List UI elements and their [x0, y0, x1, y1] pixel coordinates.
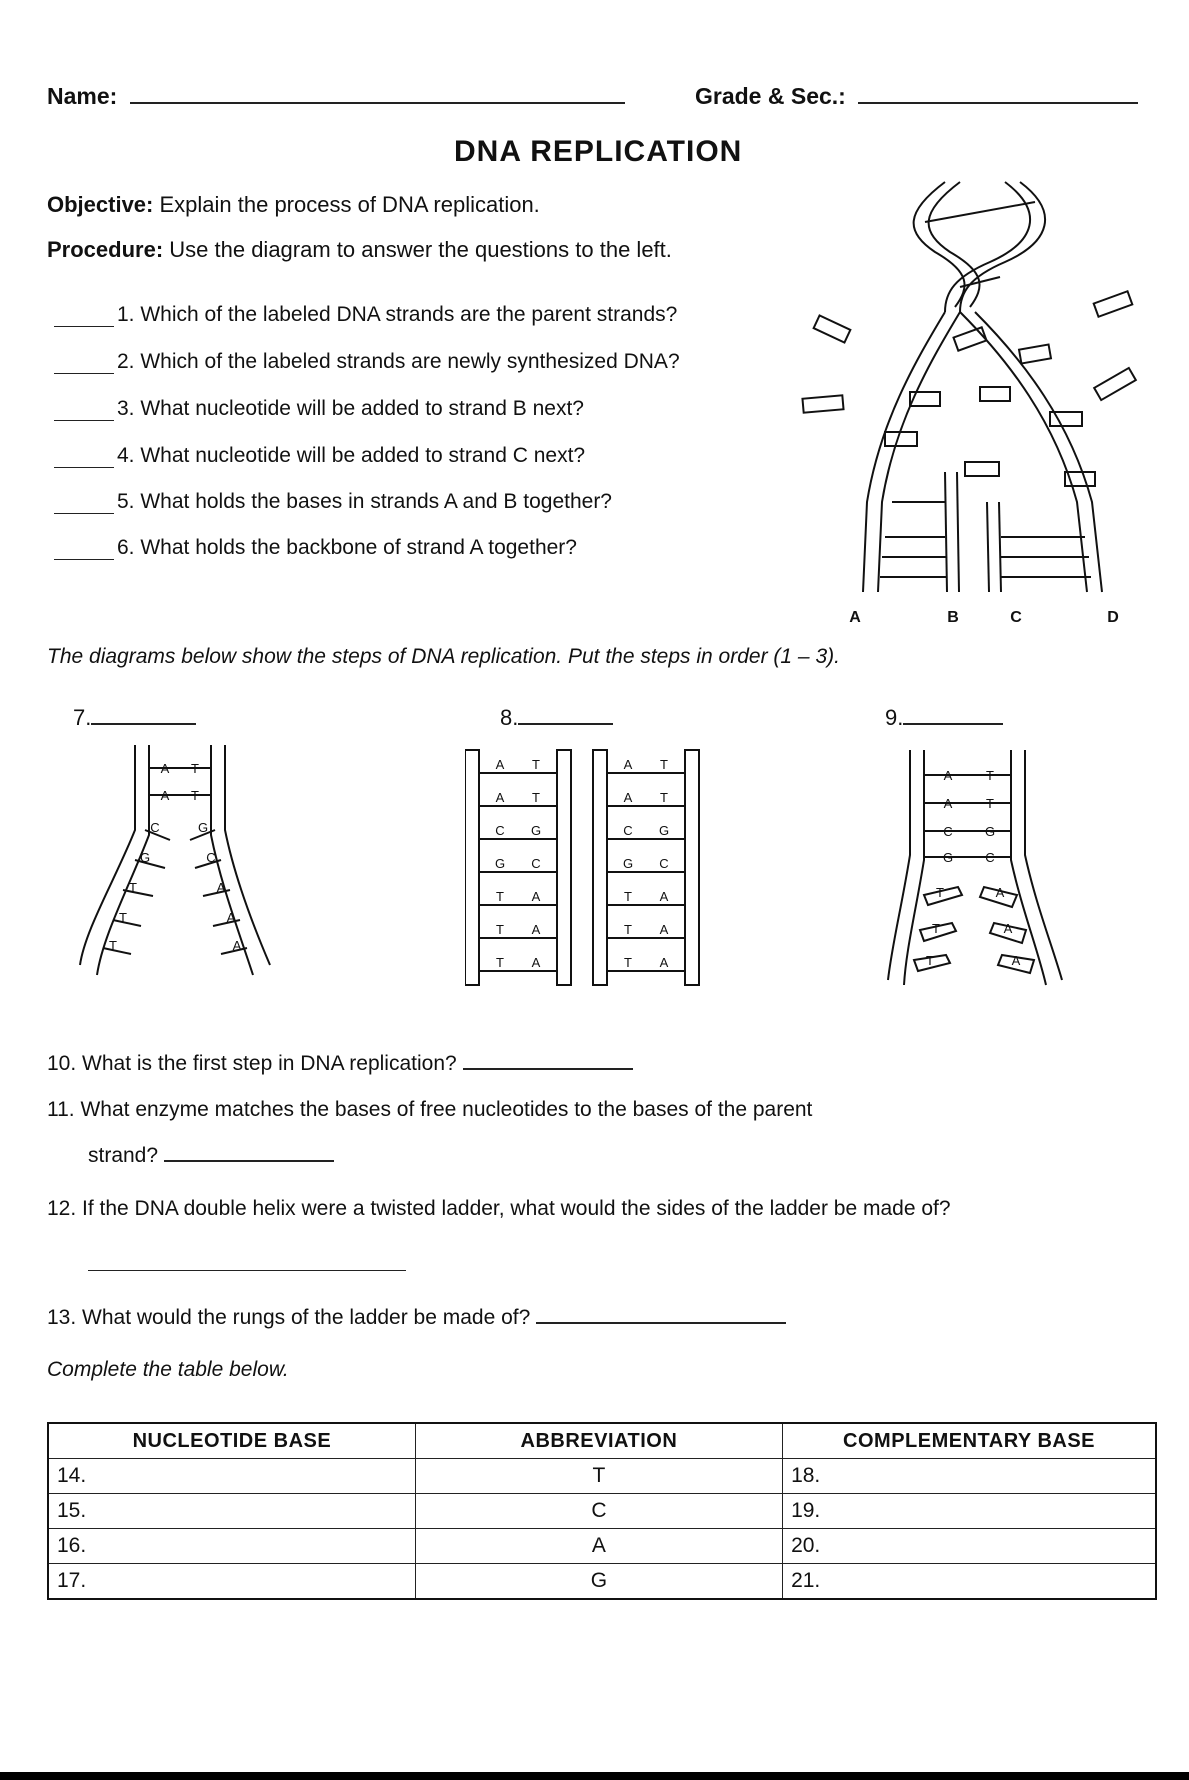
abbreviation-cell: A: [415, 1529, 782, 1564]
base-letter: T: [660, 790, 668, 805]
answer-line-13[interactable]: [536, 1322, 786, 1324]
step-7-label: 7.: [73, 705, 92, 730]
svg-text:T: T: [932, 921, 940, 936]
base-letter: A: [531, 955, 541, 970]
complementary-cell[interactable]: 19.: [783, 1494, 1156, 1529]
step-9-diagram: [880, 745, 1085, 990]
strand-label-b: B: [947, 609, 959, 626]
question-10: [47, 1052, 633, 1076]
table-row: [48, 1494, 1156, 1529]
header-nucleotide-base: NUCLEOTIDE BASE: [48, 1423, 415, 1459]
nucleotide-cell[interactable]: 15.: [48, 1494, 415, 1529]
strand-label-d: D: [1107, 609, 1119, 626]
procedure-text: Use the diagram to answer the questions to the left.: [163, 237, 672, 262]
bottom-edge-bar: [0, 1772, 1189, 1780]
svg-text:C: C: [943, 824, 953, 839]
steps-instruction: The diagrams below show the steps of DNA replication. Put the steps in order (1 – 3).: [47, 645, 840, 668]
svg-text:A: A: [1003, 921, 1013, 936]
complementary-cell[interactable]: 21.: [783, 1564, 1156, 1600]
base-letter: C: [623, 823, 633, 838]
question-5: 5. What holds the bases in strands A and B together?: [117, 490, 612, 513]
grade-row: [695, 83, 1138, 110]
abbreviation-cell: T: [415, 1459, 782, 1494]
svg-text:T: T: [129, 880, 137, 895]
procedure: [47, 237, 672, 263]
step-8-diagram: [465, 745, 705, 990]
svg-text:T: T: [191, 761, 199, 776]
svg-text:T: T: [986, 796, 994, 811]
question-2: 2. Which of the labeled strands are newly synthesized DNA?: [117, 350, 680, 373]
grade-field[interactable]: [858, 102, 1138, 104]
step-8: [500, 705, 613, 731]
page-title: DNA REPLICATION: [454, 135, 743, 168]
objective-text: Explain the process of DNA replication.: [153, 192, 540, 217]
answer-line-2[interactable]: [54, 373, 114, 374]
base-letter: T: [624, 955, 632, 970]
name-row: [47, 83, 625, 110]
name-label: Name:: [47, 83, 118, 109]
base-letter: T: [624, 889, 632, 904]
base-letter: A: [495, 757, 505, 772]
nucleotide-cell[interactable]: 17.: [48, 1564, 415, 1600]
abbreviation-cell: C: [415, 1494, 782, 1529]
svg-text:G: G: [139, 850, 151, 865]
procedure-label: Procedure:: [47, 237, 164, 262]
objective: [47, 192, 540, 218]
objective-label: Objective:: [47, 192, 154, 217]
svg-text:T: T: [191, 788, 199, 803]
table-row: [48, 1459, 1156, 1494]
base-letter: A: [659, 922, 669, 937]
complementary-cell[interactable]: 20.: [783, 1529, 1156, 1564]
svg-text:C: C: [150, 820, 160, 835]
svg-text:T: T: [109, 938, 117, 953]
answer-line-6[interactable]: [54, 559, 114, 560]
svg-text:A: A: [943, 768, 953, 783]
question-12: 12. If the DNA double helix were a twisted ladder, what would the sides of the ladder be made of?: [47, 1197, 951, 1220]
base-letter: G: [530, 823, 542, 838]
grade-label: Grade & Sec.:: [695, 83, 846, 109]
base-letter: A: [659, 889, 669, 904]
svg-text:T: T: [986, 768, 994, 783]
nucleotide-table: [47, 1422, 1157, 1600]
svg-text:C: C: [206, 850, 216, 865]
complementary-cell[interactable]: 18.: [783, 1459, 1156, 1494]
base-letter: C: [659, 856, 669, 871]
table-header-row: [48, 1423, 1156, 1459]
question-11-cont: [88, 1144, 334, 1168]
step-7-answer[interactable]: [91, 723, 196, 725]
question-13-text: 13. What would the rungs of the ladder be made of?: [47, 1306, 531, 1329]
step-9-answer[interactable]: [903, 723, 1003, 725]
question-4: 4. What nucleotide will be added to strand C next?: [117, 444, 586, 467]
svg-text:A: A: [160, 788, 170, 803]
question-1: 1. Which of the labeled DNA strands are the parent strands?: [117, 303, 678, 326]
answer-line-12[interactable]: [88, 1270, 406, 1271]
strand-label-a: A: [849, 609, 861, 626]
step-8-label: 8.: [500, 705, 519, 730]
base-letter: T: [532, 757, 540, 772]
svg-text:T: T: [926, 953, 934, 968]
base-letter: A: [531, 922, 541, 937]
base-letter: T: [624, 922, 632, 937]
question-10-text: 10. What is the first step in DNA replication?: [47, 1052, 457, 1075]
step-8-answer[interactable]: [518, 723, 613, 725]
svg-text:A: A: [995, 885, 1005, 900]
replication-fork-diagram: [795, 172, 1150, 632]
question-6: 6. What holds the backbone of strand A together?: [117, 536, 577, 559]
question-11: 11. What enzyme matches the bases of free nucleotides to the bases of the parent: [47, 1098, 813, 1121]
svg-text:G: G: [984, 824, 996, 839]
svg-text:T: T: [936, 885, 944, 900]
svg-text:A: A: [1011, 953, 1021, 968]
answer-line-3[interactable]: [54, 420, 114, 421]
question-11-cont-text: strand?: [88, 1144, 159, 1167]
base-letter: A: [531, 889, 541, 904]
base-letter: G: [622, 856, 634, 871]
header-abbreviation: ABBREVIATION: [415, 1423, 782, 1459]
step-9: [885, 705, 1003, 731]
base-letter: A: [659, 955, 669, 970]
answer-line-1[interactable]: [54, 326, 114, 327]
base-letter: G: [494, 856, 506, 871]
table-row: [48, 1529, 1156, 1564]
nucleotide-cell[interactable]: 14.: [48, 1459, 415, 1494]
base-letter: C: [531, 856, 541, 871]
base-letter: T: [496, 922, 504, 937]
svg-text:C: C: [985, 850, 995, 865]
svg-text:G: G: [197, 820, 209, 835]
name-field[interactable]: [130, 102, 625, 104]
header-complementary-base: COMPLEMENTARY BASE: [783, 1423, 1156, 1459]
svg-text:A: A: [232, 938, 242, 953]
table-instruction: Complete the table below.: [47, 1358, 289, 1381]
base-letter: T: [532, 790, 540, 805]
answer-line-5[interactable]: [54, 513, 114, 514]
question-13: [47, 1306, 786, 1330]
svg-text:A: A: [943, 796, 953, 811]
abbreviation-cell: G: [415, 1564, 782, 1600]
strand-label-c: C: [1010, 609, 1022, 626]
base-letter: T: [660, 757, 668, 772]
svg-text:A: A: [226, 910, 236, 925]
base-letter: A: [623, 790, 633, 805]
svg-text:A: A: [160, 761, 170, 776]
nucleotide-cell[interactable]: 16.: [48, 1529, 415, 1564]
base-letter: T: [496, 955, 504, 970]
question-3: 3. What nucleotide will be added to strand B next?: [117, 397, 584, 420]
step-9-label: 9.: [885, 705, 904, 730]
base-letter: A: [495, 790, 505, 805]
step-7-diagram: [75, 740, 295, 990]
base-letter: A: [623, 757, 633, 772]
svg-text:G: G: [942, 850, 954, 865]
svg-text:T: T: [119, 910, 127, 925]
answer-line-4[interactable]: [54, 467, 114, 468]
base-letter: C: [495, 823, 505, 838]
answer-line-11[interactable]: [164, 1160, 334, 1162]
svg-text:A: A: [216, 880, 226, 895]
base-letter: T: [496, 889, 504, 904]
answer-line-10[interactable]: [463, 1068, 633, 1070]
step-7: [73, 705, 196, 731]
base-letter: G: [658, 823, 670, 838]
table-row: [48, 1564, 1156, 1600]
